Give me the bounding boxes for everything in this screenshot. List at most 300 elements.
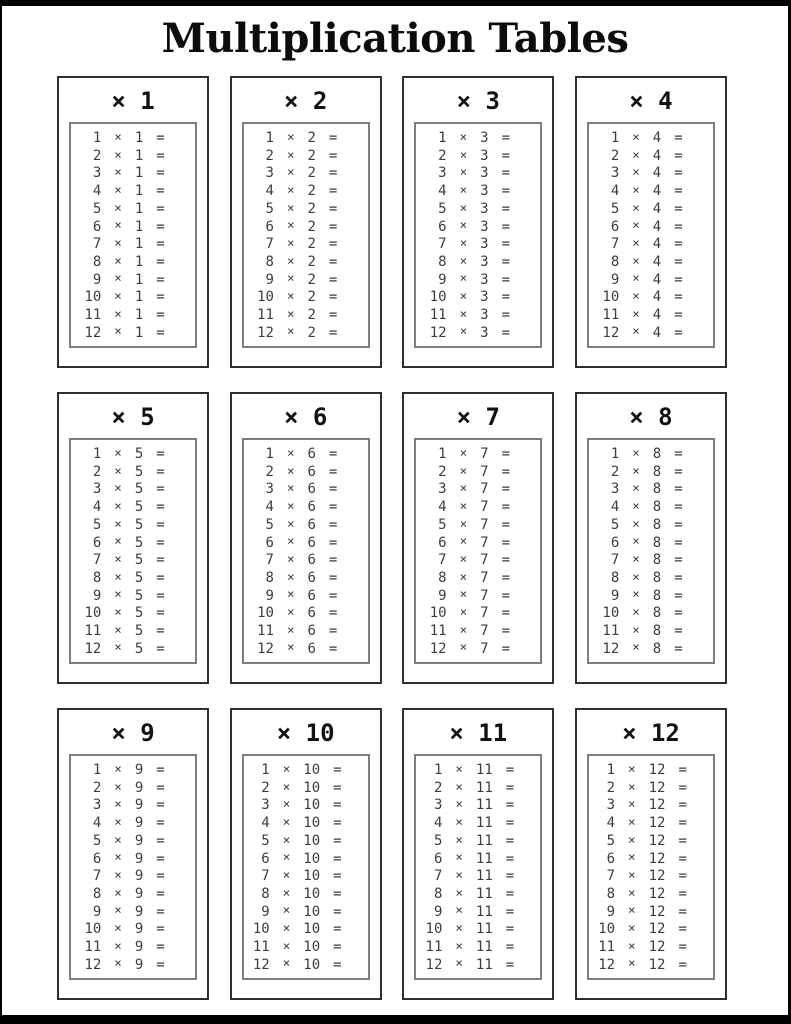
- table-row: [244, 866, 368, 885]
- factor-value: 11: [475, 938, 493, 955]
- times-sign: ×: [632, 604, 640, 620]
- table-heading: × 1: [111, 87, 155, 116]
- multiplier-value: 11: [257, 622, 274, 639]
- table-row: [589, 831, 713, 849]
- equals-sign: =: [333, 762, 342, 779]
- page-title: Multiplication Tables: [161, 15, 629, 62]
- table-row: [416, 778, 540, 796]
- equals-sign: =: [678, 832, 687, 849]
- times-sign: ×: [632, 515, 640, 531]
- multiplier-value: 11: [598, 938, 616, 955]
- times-sign: ×: [628, 849, 636, 865]
- multiplier-value: 11: [257, 306, 274, 323]
- times-sign: ×: [455, 902, 463, 918]
- table-row: [416, 482, 540, 496]
- table-row: [244, 497, 368, 516]
- multiplier-value: 6: [265, 218, 274, 235]
- times-sign: ×: [286, 568, 295, 584]
- table-heading: × 8: [629, 403, 673, 432]
- factor-value: 6: [307, 446, 316, 463]
- equals-sign: =: [501, 587, 511, 604]
- factor-value: 9: [134, 762, 144, 779]
- times-sign: ×: [282, 778, 291, 794]
- table-row: [71, 813, 195, 832]
- equals-sign: =: [674, 236, 683, 253]
- times-sign: ×: [459, 550, 468, 566]
- factor-value: 12: [648, 850, 666, 867]
- multiplier-value: 9: [610, 271, 620, 288]
- table-row: [71, 902, 195, 920]
- multiplier-value: 2: [606, 779, 616, 796]
- times-sign: ×: [114, 497, 122, 513]
- times-sign: ×: [114, 866, 122, 882]
- times-sign: ×: [114, 146, 122, 162]
- equals-sign: =: [156, 569, 165, 586]
- multiplier-value: 11: [252, 938, 270, 955]
- table-row: [416, 323, 540, 341]
- times-sign: ×: [455, 778, 463, 794]
- times-sign: ×: [455, 866, 463, 882]
- factor-value: 5: [134, 463, 144, 480]
- table-rows-box: [587, 438, 715, 664]
- equals-sign: =: [328, 605, 338, 622]
- multiplier-value: 9: [92, 903, 102, 920]
- factor-value: 4: [652, 165, 662, 182]
- factor-value: 12: [648, 921, 666, 938]
- table-heading: × 5: [111, 403, 155, 432]
- equals-sign: =: [501, 306, 511, 323]
- times-sign: ×: [286, 288, 295, 304]
- table-row: [244, 550, 368, 569]
- times-sign: ×: [632, 305, 640, 321]
- factor-value: 9: [134, 938, 144, 955]
- times-sign: ×: [455, 920, 463, 936]
- equals-sign: =: [333, 850, 342, 867]
- times-sign: ×: [459, 480, 468, 496]
- factor-value: 6: [307, 640, 316, 657]
- factor-value: 12: [648, 956, 666, 973]
- table-row: [416, 813, 540, 832]
- factor-value: 5: [134, 640, 144, 657]
- equals-sign: =: [674, 499, 683, 516]
- table-row: [71, 621, 195, 639]
- factor-value: 10: [303, 885, 321, 902]
- times-sign: ×: [114, 550, 122, 566]
- table-row: [71, 550, 195, 569]
- multiplier-value: 10: [598, 921, 616, 938]
- times-sign: ×: [114, 955, 122, 971]
- multiplier-value: 3: [261, 797, 270, 814]
- table-row: [416, 166, 540, 180]
- table-row: [244, 568, 368, 586]
- multiplier-value: 11: [84, 622, 102, 639]
- equals-sign: =: [156, 218, 165, 235]
- equals-sign: =: [333, 779, 342, 796]
- times-sign: ×: [114, 884, 122, 900]
- equals-sign: =: [674, 324, 683, 341]
- times-sign: ×: [114, 444, 122, 460]
- multiplier-value: 6: [433, 850, 443, 867]
- multiplier-value: 1: [438, 446, 447, 463]
- factor-value: 2: [307, 130, 316, 147]
- multiplier-value: 1: [610, 446, 620, 463]
- equals-sign: =: [328, 236, 338, 253]
- factor-value: 9: [134, 850, 144, 867]
- table-row: [589, 586, 713, 604]
- factor-value: 5: [134, 446, 144, 463]
- factor-value: 3: [480, 289, 489, 306]
- multiplier-value: 7: [610, 552, 620, 569]
- multiplier-value: 4: [438, 499, 447, 516]
- multiplication-table-card: [57, 392, 209, 684]
- times-sign: ×: [286, 146, 295, 162]
- times-sign: ×: [114, 937, 122, 953]
- table-rows-box: [242, 122, 370, 348]
- equals-sign: =: [328, 306, 338, 323]
- times-sign: ×: [632, 586, 640, 602]
- multiplier-value: 4: [610, 499, 620, 516]
- table-row: [589, 166, 713, 180]
- times-sign: ×: [459, 128, 468, 144]
- factor-value: 5: [134, 605, 144, 622]
- multiplier-value: 6: [610, 218, 620, 235]
- equals-sign: =: [156, 605, 165, 622]
- equals-sign: =: [501, 622, 511, 639]
- multiplication-table-card: [57, 76, 209, 368]
- multiplier-value: 6: [92, 218, 102, 235]
- factor-value: 2: [307, 306, 316, 323]
- multiplier-value: 6: [610, 534, 620, 551]
- table-rows-box: [69, 438, 197, 664]
- table-row: [416, 290, 540, 304]
- factor-value: 3: [480, 236, 489, 253]
- multiplier-value: 2: [92, 779, 102, 796]
- table-row: [71, 639, 195, 657]
- equals-sign: =: [333, 885, 342, 902]
- table-row: [71, 922, 195, 936]
- factor-value: 9: [134, 832, 144, 849]
- factor-value: 6: [307, 516, 316, 533]
- times-sign: ×: [455, 831, 463, 847]
- multiplier-value: 5: [610, 516, 620, 533]
- table-row: [71, 181, 195, 200]
- multiplier-value: 2: [433, 779, 443, 796]
- table-heading: × 10: [276, 719, 335, 748]
- times-sign: ×: [632, 234, 640, 250]
- factor-value: 5: [134, 587, 144, 604]
- times-sign: ×: [114, 586, 122, 602]
- multiplier-value: 4: [261, 815, 270, 832]
- equals-sign: =: [501, 481, 511, 498]
- equals-sign: =: [505, 850, 515, 867]
- table-row: [244, 270, 368, 288]
- factor-value: 7: [480, 605, 489, 622]
- equals-sign: =: [156, 463, 165, 480]
- table-row: [416, 305, 540, 323]
- table-row: [416, 831, 540, 849]
- factor-value: 9: [134, 956, 144, 973]
- factor-value: 3: [480, 218, 489, 235]
- equals-sign: =: [333, 921, 342, 938]
- equals-sign: =: [505, 938, 515, 955]
- table-row: [71, 497, 195, 516]
- multiplier-value: 7: [265, 552, 274, 569]
- times-sign: ×: [632, 621, 640, 637]
- equals-sign: =: [156, 868, 165, 885]
- table-heading: × 11: [449, 719, 508, 748]
- equals-sign: =: [328, 552, 338, 569]
- table-row: [416, 181, 540, 200]
- table-row: [244, 252, 368, 270]
- factor-value: 8: [652, 569, 662, 586]
- table-row: [244, 323, 368, 341]
- factor-value: 3: [480, 253, 489, 270]
- multiplier-value: 7: [261, 868, 270, 885]
- multiplier-value: 8: [438, 569, 447, 586]
- table-row: [589, 568, 713, 586]
- factor-value: 3: [480, 306, 489, 323]
- multiplier-value: 3: [610, 165, 620, 182]
- table-row: [589, 482, 713, 496]
- table-row: [71, 462, 195, 480]
- table-row: [244, 884, 368, 902]
- times-sign: ×: [286, 199, 295, 215]
- table-row: [416, 515, 540, 533]
- factor-value: 9: [134, 868, 144, 885]
- factor-value: 4: [652, 324, 662, 341]
- factor-value: 5: [134, 534, 144, 551]
- multiplier-value: 3: [92, 481, 102, 498]
- multiplier-value: 9: [265, 587, 274, 604]
- equals-sign: =: [328, 253, 338, 270]
- factor-value: 7: [480, 534, 489, 551]
- factor-value: 1: [134, 218, 144, 235]
- equals-sign: =: [678, 938, 687, 955]
- table-row: [244, 937, 368, 955]
- times-sign: ×: [628, 920, 636, 936]
- times-sign: ×: [114, 604, 122, 620]
- factor-value: 10: [303, 815, 321, 832]
- times-sign: ×: [114, 778, 122, 794]
- table-row: [416, 234, 540, 253]
- equals-sign: =: [156, 289, 165, 306]
- times-sign: ×: [286, 586, 295, 602]
- times-sign: ×: [628, 866, 636, 882]
- times-sign: ×: [286, 128, 295, 144]
- equals-sign: =: [156, 481, 165, 498]
- factor-value: 2: [307, 147, 316, 164]
- equals-sign: =: [328, 324, 338, 341]
- equals-sign: =: [501, 130, 511, 147]
- factor-value: 10: [303, 921, 321, 938]
- times-sign: ×: [459, 217, 468, 233]
- equals-sign: =: [678, 903, 687, 920]
- equals-sign: =: [678, 797, 687, 814]
- factor-value: 7: [480, 446, 489, 463]
- table-row: [71, 444, 195, 463]
- table-row: [589, 462, 713, 480]
- equals-sign: =: [505, 868, 515, 885]
- multiplier-value: 1: [261, 762, 270, 779]
- times-sign: ×: [628, 813, 636, 829]
- multiplication-table-card: [575, 708, 727, 1000]
- table-row: [589, 497, 713, 516]
- equals-sign: =: [156, 640, 165, 657]
- table-rows-box: [242, 754, 370, 980]
- table-row: [416, 586, 540, 604]
- equals-sign: =: [156, 850, 165, 867]
- multiplier-value: 6: [261, 850, 270, 867]
- equals-sign: =: [674, 640, 683, 657]
- table-row: [71, 831, 195, 849]
- equals-sign: =: [328, 499, 338, 516]
- times-sign: ×: [114, 462, 122, 478]
- table-row: [416, 146, 540, 164]
- multiplier-value: 12: [84, 640, 102, 657]
- table-heading: × 3: [456, 87, 500, 116]
- multiplier-value: 12: [84, 324, 102, 341]
- times-sign: ×: [114, 252, 122, 268]
- multiplier-value: 3: [265, 481, 274, 498]
- factor-value: 6: [307, 499, 316, 516]
- equals-sign: =: [678, 868, 687, 885]
- factor-value: 4: [652, 306, 662, 323]
- table-row: [589, 813, 713, 832]
- factor-value: 4: [652, 130, 662, 147]
- equals-sign: =: [501, 324, 511, 341]
- factor-value: 8: [652, 516, 662, 533]
- table-row: [589, 217, 713, 235]
- multiplier-value: 12: [602, 324, 620, 341]
- equals-sign: =: [674, 605, 683, 622]
- multiplier-value: 1: [610, 130, 620, 147]
- equals-sign: =: [674, 271, 683, 288]
- factor-value: 5: [134, 622, 144, 639]
- multiplier-value: 3: [265, 165, 274, 182]
- times-sign: ×: [114, 305, 122, 321]
- table-row: [416, 760, 540, 779]
- times-sign: ×: [114, 199, 122, 215]
- times-sign: ×: [459, 444, 468, 460]
- factor-value: 10: [303, 956, 321, 973]
- table-row: [244, 606, 368, 620]
- table-row: [244, 482, 368, 496]
- factor-value: 10: [303, 938, 321, 955]
- multiplier-value: 4: [265, 499, 274, 516]
- table-row: [589, 533, 713, 551]
- equals-sign: =: [501, 200, 511, 217]
- factor-value: 5: [134, 499, 144, 516]
- multiplier-value: 9: [438, 587, 447, 604]
- multiplier-value: 11: [602, 622, 620, 639]
- equals-sign: =: [156, 622, 165, 639]
- times-sign: ×: [114, 796, 122, 812]
- multiplier-value: 12: [84, 956, 102, 973]
- table-row: [71, 866, 195, 885]
- table-row: [416, 568, 540, 586]
- equals-sign: =: [501, 516, 511, 533]
- factor-value: 12: [648, 868, 666, 885]
- multiplication-table-card: [402, 392, 554, 684]
- times-sign: ×: [455, 813, 463, 829]
- multiplier-value: 1: [92, 762, 102, 779]
- times-sign: ×: [114, 164, 122, 180]
- equals-sign: =: [674, 183, 683, 200]
- equals-sign: =: [505, 921, 515, 938]
- table-row: [416, 621, 540, 639]
- multiplier-value: 3: [92, 797, 102, 814]
- multiplier-value: 2: [265, 147, 274, 164]
- times-sign: ×: [459, 515, 468, 531]
- equals-sign: =: [156, 779, 165, 796]
- times-sign: ×: [286, 533, 295, 549]
- table-row: [416, 128, 540, 147]
- multiplier-value: 4: [92, 499, 102, 516]
- table-heading: × 4: [629, 87, 673, 116]
- multiplier-value: 8: [606, 885, 616, 902]
- table-row: [71, 305, 195, 323]
- equals-sign: =: [505, 956, 515, 973]
- multiplier-value: 10: [257, 605, 274, 622]
- times-sign: ×: [282, 884, 291, 900]
- equals-sign: =: [678, 885, 687, 902]
- table-row: [71, 568, 195, 586]
- equals-sign: =: [328, 289, 338, 306]
- times-sign: ×: [286, 252, 295, 268]
- equals-sign: =: [674, 481, 683, 498]
- table-row: [589, 955, 713, 973]
- times-sign: ×: [459, 164, 468, 180]
- equals-sign: =: [328, 569, 338, 586]
- multiplier-value: 12: [602, 640, 620, 657]
- multiplier-value: 9: [265, 271, 274, 288]
- equals-sign: =: [501, 640, 511, 657]
- table-row: [416, 902, 540, 920]
- table-row: [71, 199, 195, 217]
- multiplier-value: 10: [429, 605, 447, 622]
- times-sign: ×: [455, 884, 463, 900]
- table-row: [244, 849, 368, 867]
- multiplier-value: 12: [252, 956, 270, 973]
- multiplier-value: 12: [257, 324, 274, 341]
- multiplier-value: 10: [84, 921, 102, 938]
- factor-value: 4: [652, 236, 662, 253]
- table-row: [244, 444, 368, 463]
- multiplier-value: 6: [92, 534, 102, 551]
- factor-value: 12: [648, 903, 666, 920]
- table-row: [71, 955, 195, 973]
- table-row: [71, 217, 195, 235]
- times-sign: ×: [632, 533, 640, 549]
- table-row: [71, 606, 195, 620]
- multiplier-value: 2: [265, 463, 274, 480]
- multiplier-value: 12: [429, 324, 447, 341]
- factor-value: 12: [648, 885, 666, 902]
- multiplier-value: 5: [265, 200, 274, 217]
- table-row: [244, 813, 368, 832]
- times-sign: ×: [286, 462, 295, 478]
- times-sign: ×: [114, 128, 122, 144]
- factor-value: 9: [134, 885, 144, 902]
- equals-sign: =: [505, 832, 515, 849]
- factor-value: 12: [648, 832, 666, 849]
- table-row: [244, 831, 368, 849]
- equals-sign: =: [328, 587, 338, 604]
- table-row: [71, 234, 195, 253]
- equals-sign: =: [156, 938, 165, 955]
- factor-value: 9: [134, 903, 144, 920]
- times-sign: ×: [459, 621, 468, 637]
